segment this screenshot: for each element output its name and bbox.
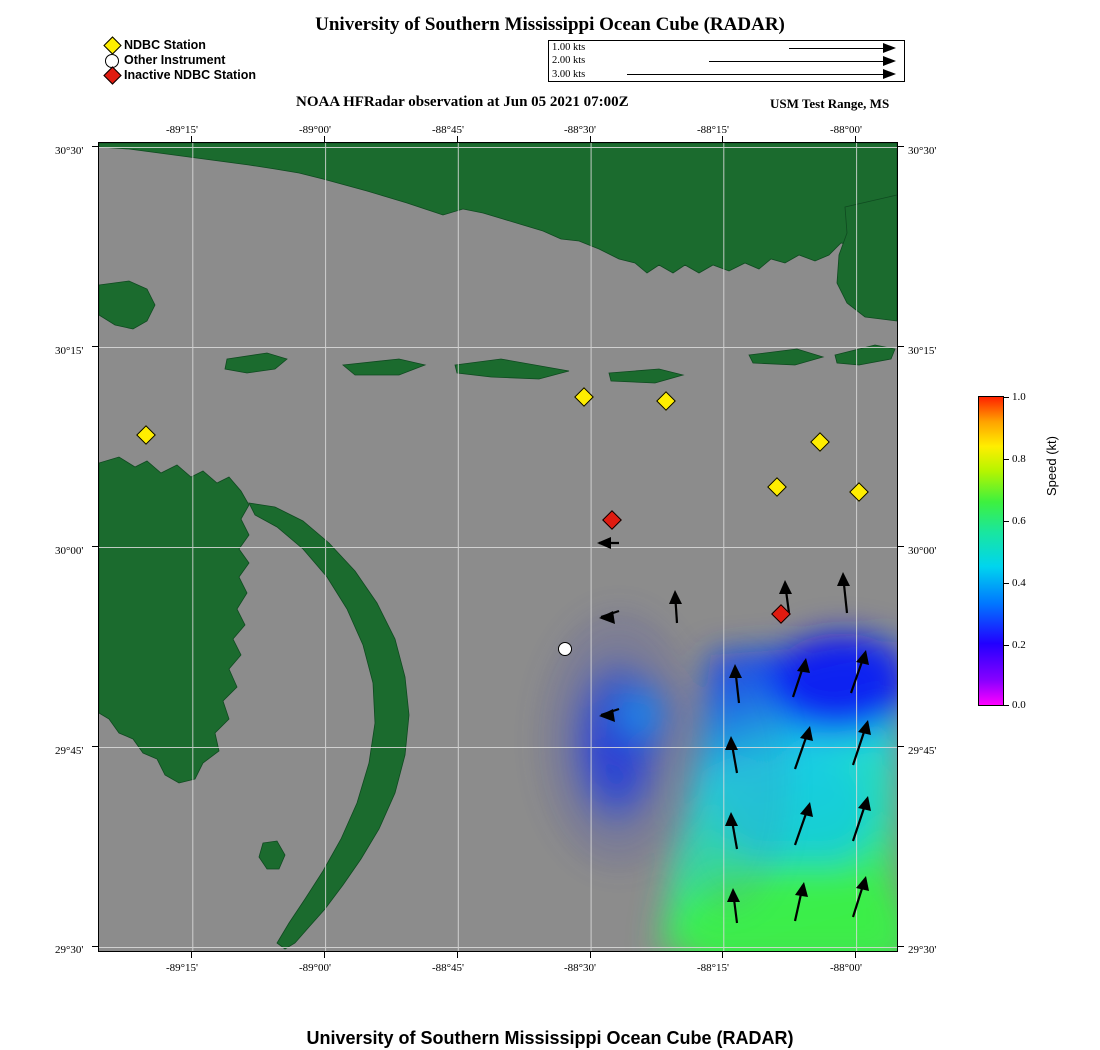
ndbc-station-marker[interactable] — [577, 390, 591, 409]
x-tick-label-top: -88°45' — [432, 124, 465, 136]
ndbc-station-marker[interactable] — [813, 435, 827, 454]
inactive-ndbc-station-marker[interactable] — [605, 513, 619, 532]
x-tick-label-bottom: -88°30' — [564, 962, 597, 974]
legend-item-label: Other Instrument — [124, 53, 226, 67]
x-tick-label-bottom: -88°45' — [432, 962, 465, 974]
y-tick-label-left: 30°15' — [55, 345, 84, 357]
map-region-label: USM Test Range, MS — [770, 96, 890, 111]
legend-item — [104, 53, 324, 68]
page-title: University of Southern Mississippi Ocean Cube (RADAR) — [315, 14, 785, 35]
ndbc-station-marker[interactable] — [852, 485, 866, 504]
y-tick-label-left: 30°00' — [55, 545, 84, 557]
colorbar-tick-label: 0.0 — [1012, 699, 1026, 711]
y-tick-label-right: 29°45' — [908, 745, 937, 757]
colorbar-tick-label: 1.0 — [1012, 391, 1026, 403]
legend-item-label: NDBC Station — [124, 38, 206, 52]
ndbc-station-marker[interactable] — [139, 428, 153, 447]
x-tick-label-top: -89°00' — [299, 124, 332, 136]
legend-item — [104, 38, 324, 53]
vector-scale-legend — [548, 40, 905, 82]
x-tick-label-top: -89°15' — [166, 124, 199, 136]
vector-scale-row — [549, 41, 904, 54]
colorbar-tick-label: 0.8 — [1012, 453, 1026, 465]
other-instrument-marker[interactable] — [558, 642, 572, 661]
y-tick-label-left: 29°45' — [55, 745, 84, 757]
red-diamond-icon — [104, 69, 120, 82]
inactive-ndbc-station-marker[interactable] — [774, 607, 788, 626]
legend-item — [104, 68, 324, 83]
map-subtitle: NOAA HFRadar observation at Jun 05 2021 07:00Z — [296, 94, 629, 110]
vector-scale-label: 1.00 kts — [552, 42, 586, 53]
x-tick-label-bottom: -88°15' — [697, 962, 730, 974]
x-tick-label-bottom: -89°00' — [299, 962, 332, 974]
y-tick-label-right: 29°30' — [908, 944, 937, 956]
vector-scale-label: 3.00 kts — [552, 68, 586, 80]
x-tick-label-top: -88°30' — [564, 124, 597, 136]
page-footer: University of Southern Mississippi Ocean Cube (RADAR) — [306, 1028, 794, 1048]
colorbar-tick-label: 0.4 — [1012, 577, 1026, 589]
x-tick-label-bottom: -89°15' — [166, 962, 199, 974]
y-tick-label-left: 29°30' — [55, 944, 84, 956]
speed-colorbar — [978, 396, 1004, 706]
yellow-diamond-icon — [104, 39, 120, 52]
ndbc-station-marker[interactable] — [770, 480, 784, 499]
vector-scale-row — [549, 54, 904, 67]
y-tick-label-right: 30°00' — [908, 545, 937, 557]
vector-scale-row — [549, 68, 904, 81]
x-tick-label-top: -88°00' — [830, 124, 863, 136]
y-tick-label-left: 30°30' — [55, 145, 84, 157]
y-tick-label-right: 30°30' — [908, 145, 937, 157]
x-tick-label-top: -88°15' — [697, 124, 730, 136]
colorbar-title: Speed (kt) — [1044, 436, 1059, 496]
colorbar-tick-label: 0.6 — [1012, 515, 1026, 527]
vector-scale-label: 2.00 kts — [552, 55, 586, 67]
colorbar-tick-label: 0.2 — [1012, 639, 1026, 651]
x-tick-label-bottom: -88°00' — [830, 962, 863, 974]
legend-item-label: Inactive NDBC Station — [124, 68, 256, 82]
station-legend — [104, 38, 324, 83]
radar-map[interactable] — [98, 142, 898, 952]
ndbc-station-marker[interactable] — [659, 394, 673, 413]
y-tick-label-right: 30°15' — [908, 345, 937, 357]
